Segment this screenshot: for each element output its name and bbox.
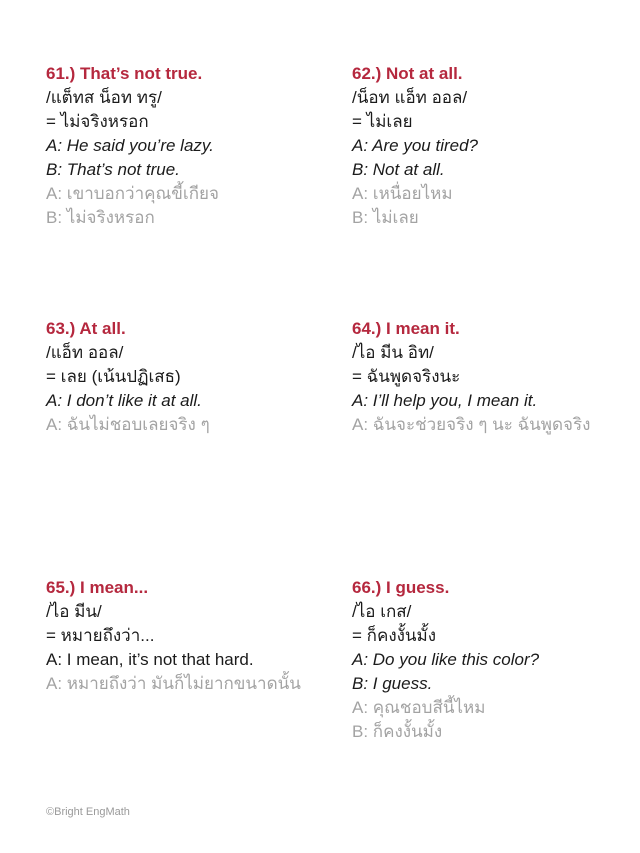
pronunciation: /ไอ เกส/ [352, 602, 412, 621]
phrase-title: 64.) I mean it. [352, 319, 460, 338]
phrase-title: 65.) I mean... [46, 578, 149, 597]
meaning: = หมายถึงว่า... [46, 626, 155, 645]
phrase-title: 66.) I guess. [352, 578, 450, 597]
phrase-card-65 [46, 576, 336, 696]
example-en-b: B: Not at all. [352, 160, 445, 179]
example-th-b: B: ไม่เลย [352, 208, 419, 227]
phrase-card-64 [352, 317, 640, 437]
example-en-a: A: He said you’re lazy. [46, 136, 214, 155]
pronunciation: /แอ็ท ออล/ [46, 343, 124, 362]
example-en-b: B: I guess. [352, 674, 433, 693]
example-th-a: A: เขาบอกว่าคุณขี้เกียจ [46, 184, 219, 203]
meaning: = ไม่จริงหรอก [46, 112, 149, 131]
example-th-a: A: ฉันจะช่วยจริง ๆ นะ ฉันพูดจริง [352, 415, 591, 434]
pronunciation: /ไอ มีน/ [46, 602, 102, 621]
example-en-a: A: Are you tired? [352, 136, 478, 155]
phrase-title: 61.) That’s not true. [46, 64, 203, 83]
example-en-a: A: I’ll help you, I mean it. [352, 391, 538, 410]
example-th-a: A: คุณชอบสีนี้ไหม [352, 698, 486, 717]
phrase-title: 62.) Not at all. [352, 64, 463, 83]
meaning: = ไม่เลย [352, 112, 413, 131]
phrase-card-62 [352, 62, 640, 230]
example-en-a: A: I mean, it’s not that hard. [46, 650, 254, 669]
example-th-a: A: หมายถึงว่า มันก็ไม่ยากขนาดนั้น [46, 674, 301, 693]
pronunciation: /น็อท แอ็ท ออล/ [352, 88, 468, 107]
phrase-card-63 [46, 317, 336, 437]
meaning: = ก็คงงั้นมั้ง [352, 626, 437, 645]
pronunciation: /ไอ มีน อิท/ [352, 343, 434, 362]
phrase-card-61 [46, 62, 336, 230]
phrase-card-66 [352, 576, 640, 744]
pronunciation: /แต็ทส น็อท ทรู/ [46, 88, 162, 107]
example-th-a: A: ฉันไม่ชอบเลยจริง ๆ [46, 415, 210, 434]
meaning: = เลย (เน้นปฏิเสธ) [46, 367, 181, 386]
example-en-a: A: Do you like this color? [352, 650, 540, 669]
meaning: = ฉันพูดจริงนะ [352, 367, 461, 386]
example-en-a: A: I don’t like it at all. [46, 391, 202, 410]
copyright-footer: ©Bright EngMath [46, 806, 130, 818]
example-th-b: B: ก็คงงั้นมั้ง [352, 722, 443, 741]
example-th-b: B: ไม่จริงหรอก [46, 208, 155, 227]
example-th-a: A: เหนื่อยไหม [352, 184, 453, 203]
phrase-title: 63.) At all. [46, 319, 126, 338]
example-en-b: B: That’s not true. [46, 160, 180, 179]
